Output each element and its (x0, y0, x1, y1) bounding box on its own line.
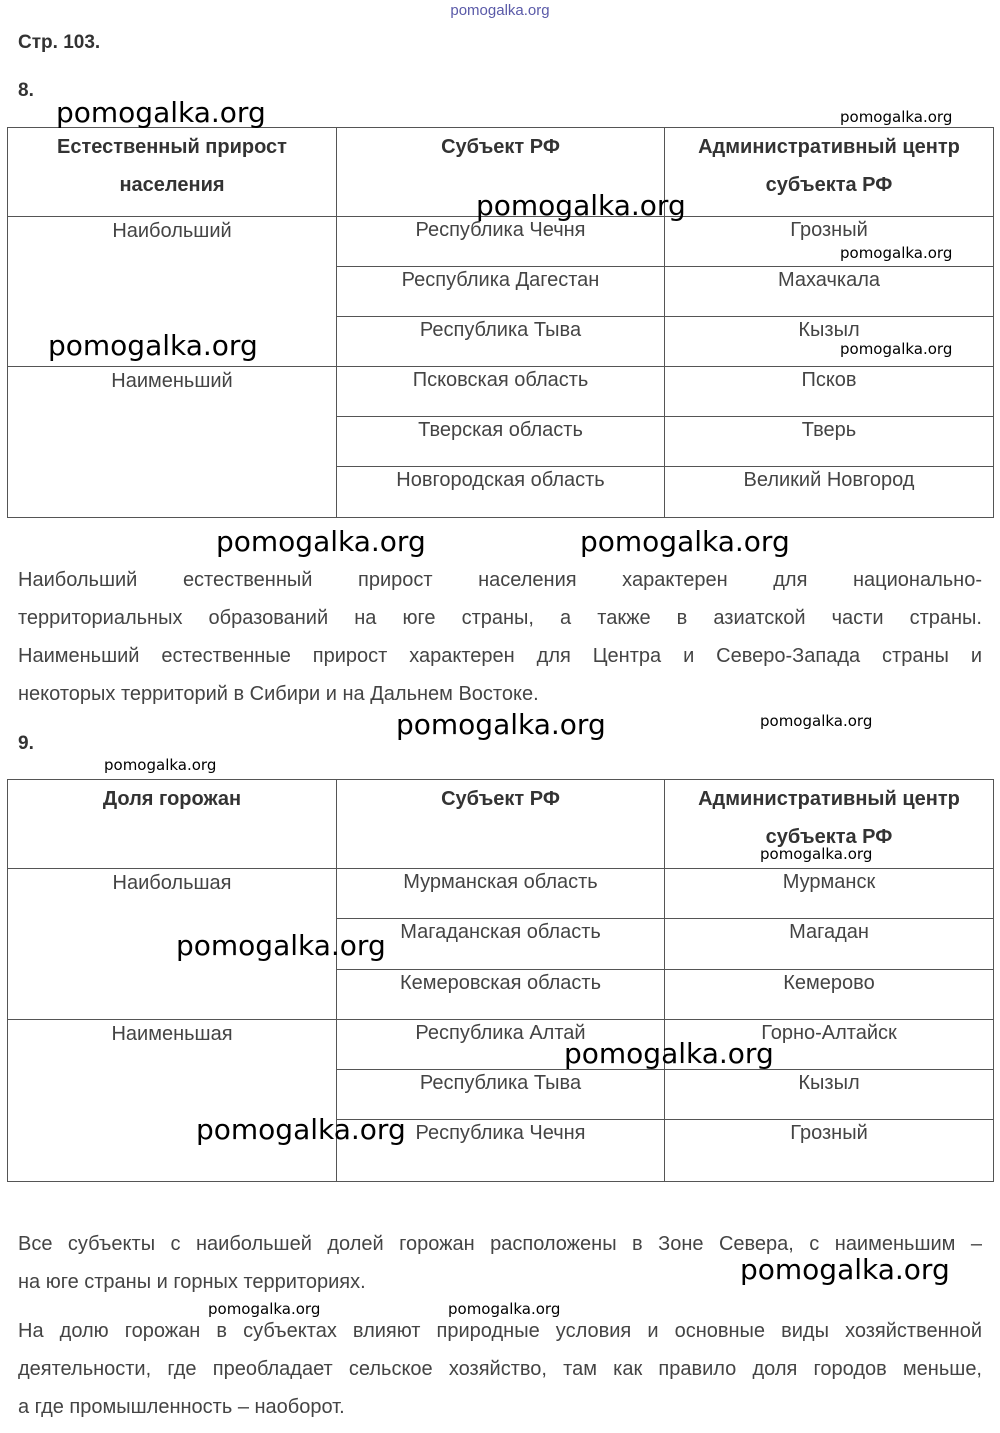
subject-cell: Кемеровская область (337, 970, 665, 1020)
paragraph-line: некоторых территорий в Сибири и на Дальнем Востоке. (18, 683, 539, 705)
task-9-number: 9. (18, 733, 34, 754)
group-label: Наибольшая (8, 869, 337, 1020)
watermark: pomogalka.org (840, 340, 953, 358)
subject-cell: Новгородская область (337, 467, 665, 518)
watermark: pomogalka.org (448, 1300, 561, 1318)
center-cell: Грозный (665, 217, 994, 267)
subject-cell: Республика Тыва (337, 1070, 665, 1120)
watermark: pomogalka.org (564, 1037, 774, 1070)
group-label: Наименьший (8, 367, 337, 518)
subject-cell: Республика Тыва (337, 317, 665, 367)
paragraph-line: а где промышленность – наоборот. (18, 1396, 345, 1418)
subject-cell: Республика Дагестан (337, 267, 665, 317)
center-cell: Грозный (665, 1120, 994, 1182)
paragraph-line: деятельности, где преобладает сельское хозяйство, там как правило доля городов меньше, (18, 1358, 982, 1380)
paragraph-line: На долю горожан в субъектах влияют природные условия и основные виды хозяйственной (18, 1320, 982, 1342)
task-9-paragraph-2 (18, 1312, 982, 1426)
center-cell: Махачкала (665, 267, 994, 317)
watermark: pomogalka.org (48, 329, 258, 362)
watermark: pomogalka.org (396, 708, 606, 741)
watermark: pomogalka.org (476, 189, 686, 222)
subject-cell: Мурманская область (337, 869, 665, 919)
center-cell: Кемерово (665, 970, 994, 1020)
table-row (8, 367, 994, 417)
watermark: pomogalka.org (208, 1300, 321, 1318)
watermark: pomogalka.org (196, 1113, 406, 1146)
column-header: Естественный прирост населения (8, 128, 337, 217)
paragraph-line: Все субъекты с наибольшей долей горожан расположены в Зоне Севера, с наименьшим – (18, 1233, 982, 1255)
watermark: pomogalka.org (56, 96, 266, 129)
watermark: pomogalka.org (176, 929, 386, 962)
task-8-table (7, 127, 994, 518)
center-cell: Магадан (665, 919, 994, 970)
watermark: pomogalka.org (760, 845, 873, 863)
table-row (8, 1020, 994, 1070)
subject-cell: Псковская область (337, 367, 665, 417)
group-label: Наименьшая (8, 1020, 337, 1182)
page-header-watermark: pomogalka.org (450, 2, 550, 19)
watermark: pomogalka.org (840, 108, 953, 126)
center-cell: Горно-Алтайск (665, 1020, 994, 1070)
subject-cell: Республика Чечня (337, 217, 665, 267)
column-header: Административный центр субъекта РФ (665, 780, 994, 869)
watermark: pomogalka.org (580, 525, 790, 558)
subject-cell: Республика Чечня (337, 1120, 665, 1182)
page-title: Стр. 103. (18, 32, 101, 53)
watermark: pomogalka.org (216, 525, 426, 558)
column-header: Субъект РФ (337, 128, 665, 217)
paragraph-line: на юге страны и горных территориях. (18, 1271, 366, 1293)
group-label: Наибольший (8, 217, 337, 367)
watermark: pomogalka.org (740, 1253, 950, 1286)
center-cell: Кызыл (665, 1070, 994, 1120)
task-8-paragraph (18, 561, 982, 713)
task-8-number: 8. (18, 80, 34, 101)
center-cell: Кызыл (665, 317, 994, 367)
table-row (8, 869, 994, 919)
center-cell: Псков (665, 367, 994, 417)
center-cell: Великий Новгород (665, 467, 994, 518)
paragraph-line: Наибольший естественный прирост населения характерен для национально- (18, 569, 982, 591)
watermark: pomogalka.org (760, 712, 873, 730)
column-header: Доля горожан (8, 780, 337, 869)
task-9-table (7, 779, 994, 1182)
watermark: pomogalka.org (840, 244, 953, 262)
subject-cell: Республика Алтай (337, 1020, 665, 1070)
column-header: Субъект РФ (337, 780, 665, 869)
paragraph-line: территориальных образований на юге страны, а также в азиатской части страны. (18, 607, 982, 629)
center-cell: Мурманск (665, 869, 994, 919)
subject-cell: Тверская область (337, 417, 665, 467)
paragraph-line: Наименьший естественные прирост характерен для Центра и Северо-Запада страны и (18, 645, 982, 667)
column-header: Административный центр субъекта РФ (665, 128, 994, 217)
center-cell: Тверь (665, 417, 994, 467)
subject-cell: Магаданская область (337, 919, 665, 970)
watermark: pomogalka.org (104, 756, 217, 774)
